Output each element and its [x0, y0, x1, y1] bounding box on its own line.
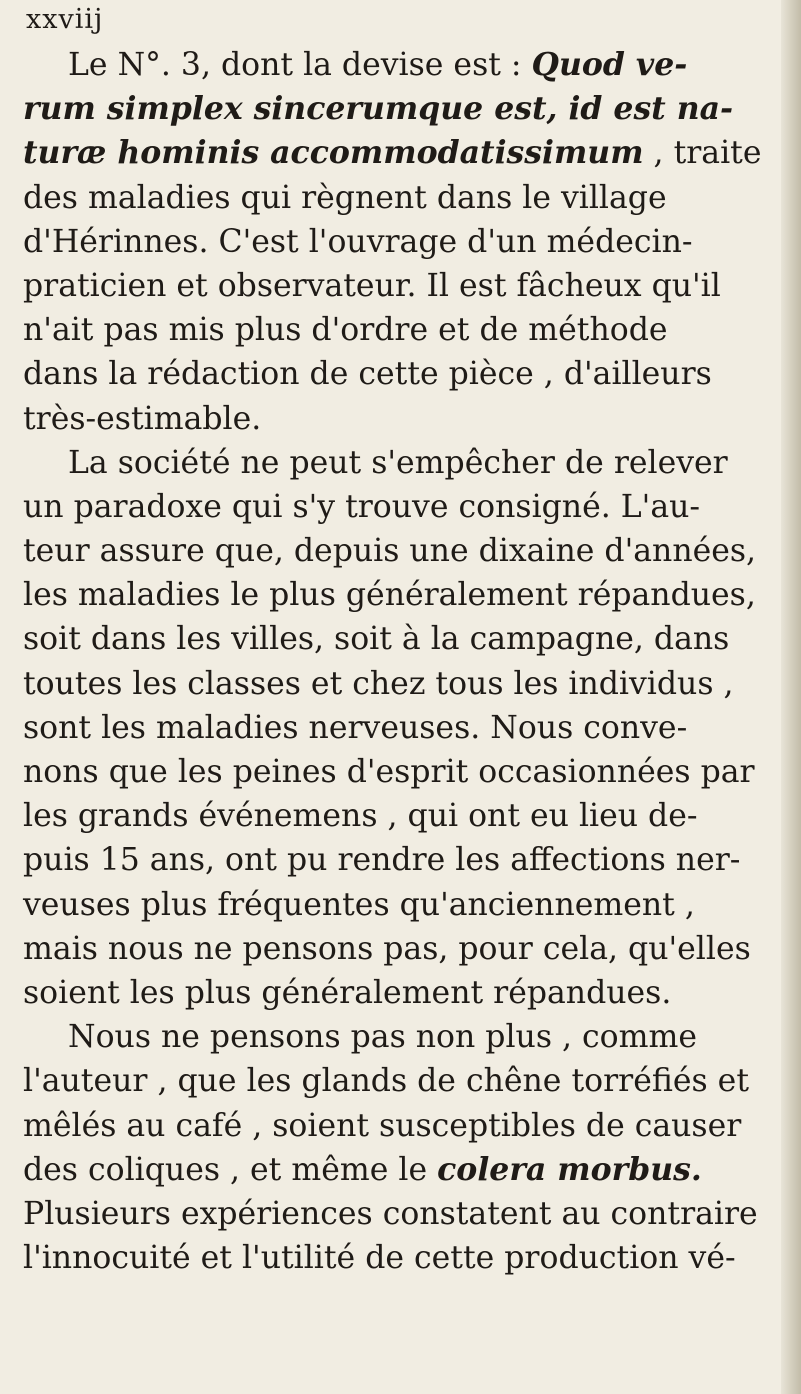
text-line: [23, 397, 765, 441]
text-line: [23, 131, 765, 175]
text-segment: sont les maladies nerveuses. Nous conve-: [23, 709, 688, 746]
text-line: [23, 529, 765, 573]
text-line: [23, 176, 765, 220]
text-segment: mais nous ne pensons pas, pour cela, qu'elles: [23, 930, 751, 967]
text-line: [23, 706, 765, 750]
text-segment: , traite: [643, 135, 762, 172]
text-line: [23, 441, 765, 485]
text-line: [23, 794, 765, 838]
text-segment: d'Hérinnes. C'est l'ouvrage d'un médecin-: [23, 223, 693, 260]
italic-segment: rum simplex sincerumque est, id est na-: [23, 90, 734, 128]
text-segment: n'ait pas mis plus d'ordre et de méthode: [23, 312, 668, 349]
italic-segment: colera morbus.: [437, 1150, 702, 1188]
text-segment: puis 15 ans, ont pu rendre les affections ner-: [23, 842, 741, 879]
text-segment: dans la rédaction de cette pièce , d'ailleurs: [23, 356, 712, 393]
text-segment: des coliques , et même le: [23, 1151, 438, 1188]
text-line: [23, 971, 765, 1015]
text-segment: soit dans les villes, soit à la campagne, dans: [23, 621, 730, 658]
text-segment: des maladies qui règnent dans le village: [23, 179, 667, 216]
text-line: [23, 1192, 765, 1236]
text-line: [23, 1104, 765, 1148]
text-line: [23, 308, 765, 352]
text-line: [23, 43, 765, 87]
text-segment: Plusieurs expériences constatent au contraire: [23, 1195, 758, 1232]
text-line: [23, 573, 765, 617]
text-line: [23, 617, 765, 661]
text-segment: La société ne peut s'empêcher de relever: [68, 444, 728, 481]
italic-segment: Quod ve-: [531, 46, 688, 83]
text-line: [23, 662, 765, 706]
text-line: [23, 87, 765, 131]
text-line: [23, 220, 765, 264]
text-line: [23, 1236, 765, 1280]
text-segment: veuses plus fréquentes qu'anciennement ,: [23, 886, 695, 923]
text-segment: Nous ne pensons pas non plus , comme: [68, 1019, 698, 1056]
text-line: [23, 1059, 765, 1103]
text-line: [23, 883, 765, 927]
text-line: [23, 1148, 765, 1192]
text-line: [23, 1015, 765, 1059]
text-line: [23, 264, 765, 308]
text-segment: les grands événemens , qui ont eu lieu de-: [23, 798, 698, 835]
page-number: xxviij: [26, 4, 104, 35]
body-text: [23, 43, 765, 1280]
text-segment: Le N°. 3, dont la devise est :: [68, 47, 532, 83]
text-segment: nons que les peines d'esprit occasionnées par: [23, 754, 755, 790]
text-segment: praticien et observateur. Il est fâcheux qu'il: [23, 267, 721, 304]
text-segment: mêlés au café , soient susceptibles de causer: [23, 1107, 742, 1144]
text-line: [23, 838, 765, 882]
text-segment: très-estimable.: [23, 400, 262, 437]
text-line: [23, 750, 765, 794]
page-edge: [781, 0, 801, 1394]
text-line: [23, 352, 765, 396]
text-segment: l'innocuité et l'utilité de cette production vé-: [23, 1240, 736, 1277]
text-line: [23, 485, 765, 529]
text-segment: teur assure que, depuis une dixaine d'années,: [23, 533, 757, 570]
text-line: [23, 927, 765, 971]
text-segment: un paradoxe qui s'y trouve consigné. L'au-: [23, 488, 701, 525]
text-segment: les maladies le plus généralement répandues,: [23, 577, 756, 614]
text-segment: soient les plus généralement répandues.: [23, 974, 672, 1011]
text-segment: l'auteur , que les glands de chêne torréfiés et: [23, 1063, 749, 1100]
italic-segment: turæ hominis accommodatissimum: [23, 134, 644, 172]
text-segment: toutes les classes et chez tous les individus ,: [23, 665, 734, 702]
